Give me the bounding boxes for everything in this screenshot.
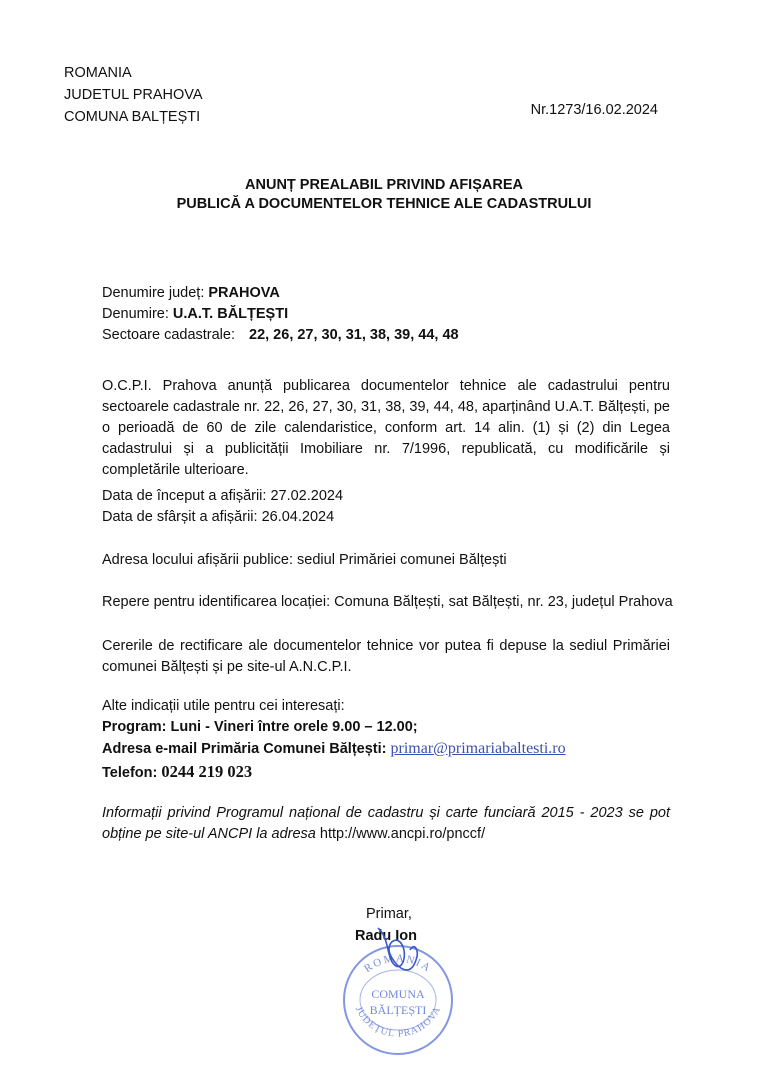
stamp-bottom-text: JUDEȚUL PRAHOVA [352, 1004, 444, 1040]
uat-value: U.A.T. BĂLȚEȘTI [172, 306, 289, 322]
judet-label: Denumire județ: [102, 285, 209, 301]
header-county: JUDETUL PRAHOVA [64, 87, 203, 103]
stamp-line-2: BĂLȚEȘTI [369, 1003, 427, 1017]
header-commune: COMUNA BALȚEȘTI [64, 109, 201, 125]
email-link[interactable]: primar@primariabaltesti.ro [390, 740, 566, 757]
program-info-text: Informații privind Programul național de cadastru și carte funciară 2015 - 2023 se pot obține pe site-ul ANCPI la adresa [102, 805, 670, 842]
svg-text:ROMANIA [362, 953, 434, 976]
header-country: ROMANIA [64, 65, 132, 81]
header-block [64, 62, 203, 128]
commune-stamp [338, 920, 458, 1058]
start-date: Data de început a afișării: 27.02.2024 [102, 488, 344, 504]
field-judet [102, 285, 280, 301]
uat-label: Denumire: [102, 306, 173, 322]
phone-label: Telefon: [102, 765, 162, 781]
title-line-1: ANUNȚ PREALABIL PRIVIND AFIȘAREA [245, 177, 523, 193]
title-line-2: PUBLICĂ A DOCUMENTELOR TEHNICE ALE CADASTRULUI [176, 196, 592, 212]
signature-role: Primar, [366, 906, 412, 922]
program-info-paragraph [102, 803, 670, 845]
email-line [102, 740, 566, 758]
stamp-line-1: COMUNA [371, 987, 425, 1001]
phone-line [102, 762, 252, 782]
phone-number: 0244 219 023 [161, 762, 253, 781]
program-hours: Program: Luni - Vineri între orele 9.00 – 12.00; [102, 719, 418, 735]
rectification-requests: Cererile de rectificare ale documentelor tehnice vor putea fi depuse la sediul Primăriei comunei Bălțești și pe site-ul A.N.C.P.I. [102, 638, 670, 675]
other-info-heading: Alte indicații utile pentru cei interesați: [102, 698, 345, 714]
stamp-top-text: ROMANIA [362, 952, 434, 976]
field-sectoare [102, 327, 459, 343]
end-date: Data de sfârșit a afișării: 26.04.2024 [102, 509, 335, 525]
ancpi-url[interactable]: http://www.ancpi.ro/pnccf/ [319, 826, 486, 842]
document-title [0, 176, 768, 214]
email-label: Adresa e-mail Primăria Comunei Bălțești: [102, 741, 391, 757]
location-landmarks: Repere pentru identificarea locației: Comuna Bălțești, sat Bălțești, nr. 23, județul Prahova [102, 594, 673, 610]
display-address: Adresa locului afișării publice: sediul Primăriei comunei Bălțești [102, 552, 507, 568]
sectoare-value: 22, 26, 27, 30, 31, 38, 39, 44, 48 [249, 327, 459, 343]
announcement-paragraph: O.C.P.I. Prahova anunță publicarea documentelor tehnice ale cadastrului pentru sectoarele cadastrale nr. 22, 26, 27, 30, 31, 38, 39, 44, 48, aparținând U.A.T. Bălțești, pe o perioadă de 60 de zile calendaristice, conform art. 14 alin. (1) și (2) din Legea cadastrului și a publicității Imobiliare nr. 7/1996, republicată, cu modificările și completările ulterioare. [102, 378, 670, 478]
signature-name: Radu Ion [355, 928, 418, 944]
sectoare-label: Sectoare cadastrale: [102, 327, 235, 343]
registration-number: Nr.1273/16.02.2024 [530, 102, 658, 118]
field-uat [102, 306, 288, 322]
judet-value: PRAHOVA [208, 285, 280, 301]
